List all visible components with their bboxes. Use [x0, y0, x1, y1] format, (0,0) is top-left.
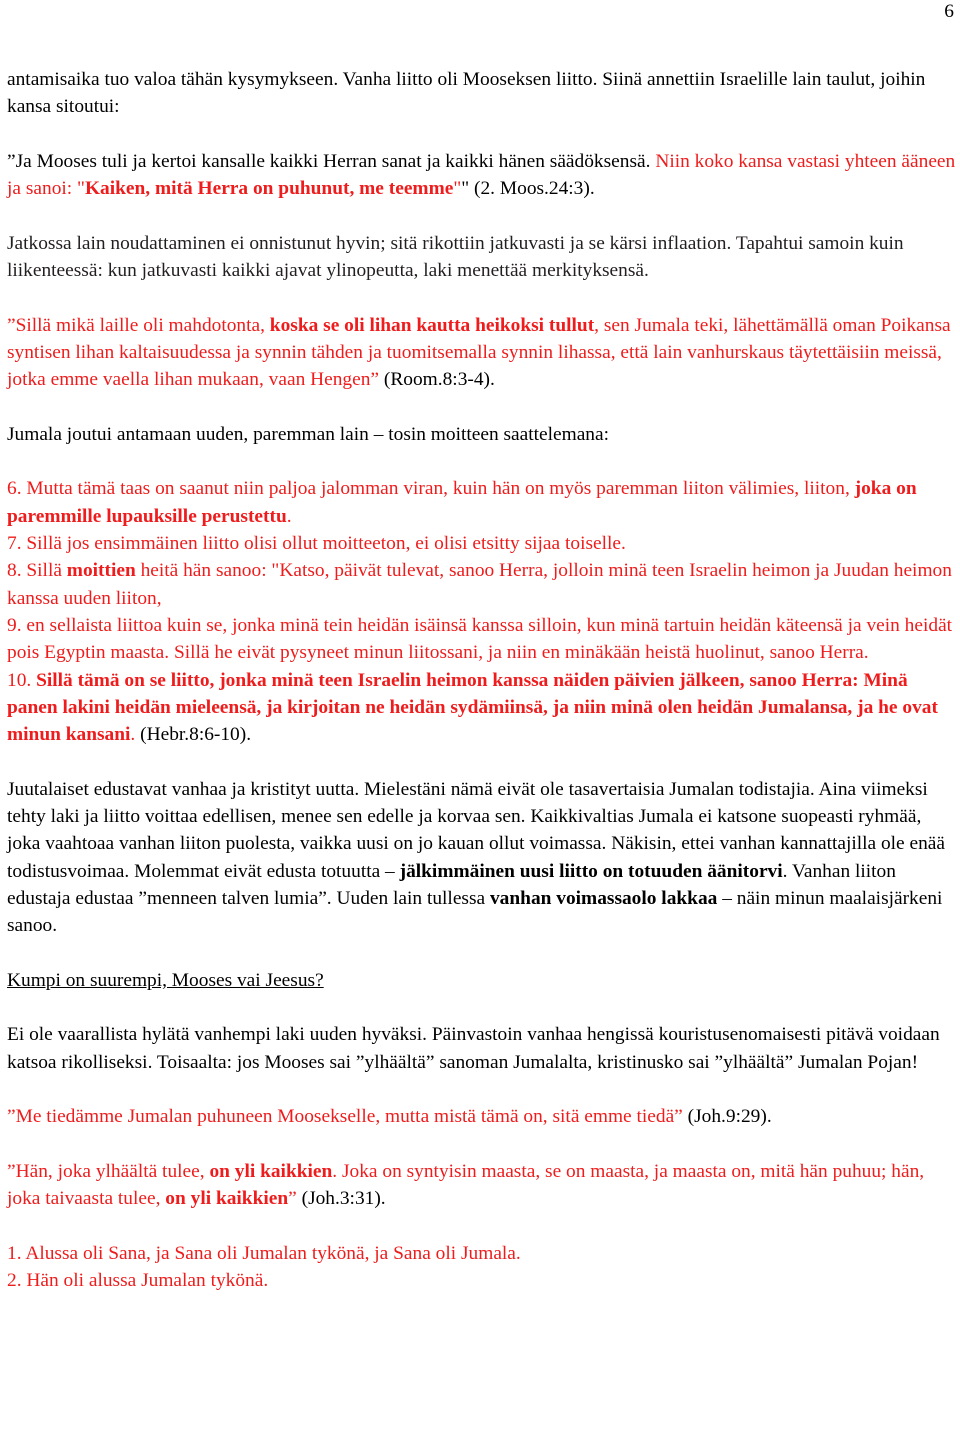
document-body [7, 66, 957, 1294]
verse-8-bold: moittien [66, 560, 136, 582]
verse-10 [7, 667, 957, 749]
verse-8 [7, 557, 957, 612]
john-1-verses [7, 1240, 957, 1295]
verse-10-number: 10. [7, 669, 37, 691]
quote-exodus-red-text: Niin koko kansa vastasi yhteen ääneen ja sanoi: " [7, 150, 956, 200]
paragraph-new-law: Jumala joutui antamaan uuden, paremman lain – tosin moitteen saattelemana: [7, 423, 609, 445]
john-1-verse-2: 2. Hän oli alussa Jumalan tykönä. [7, 1270, 269, 1292]
verse-6-end: . [286, 505, 292, 527]
verse-8-start: 8. Sillä [7, 560, 67, 582]
verse-10-end: . [130, 724, 136, 746]
john-1-verse-1: 1. Alussa oli Sana, ja Sana oli Jumalan tykönä, ja Sana oli Jumala. [7, 1242, 521, 1264]
section-heading: Kumpi on suurempi, Mooses vai Jeesus? [7, 969, 324, 991]
quote-exodus-bold: Kaiken, mitä Herra on puhunut, me teemme [84, 178, 454, 200]
verse-8-rest: heitä hän sanoo: "Katso, päivät tulevat, sanoo Herra, jolloin minä teen Israelin heimon ja Juudan heimon kanssa uuden liiton, [7, 560, 952, 609]
quote-john-3-middle: . Joka on syntyisin maasta, se on maasta, ja maasta on, mitä hän puhuu; hän, joka taivaasta tulee, [7, 1160, 925, 1210]
comparison-bold-1: jälkimmäinen uusi liitto on totuuden äänitorvi [399, 860, 783, 882]
paragraph-moses-jesus: Ei ole vaarallista hylätä vanhempi laki uuden hyväksi. Päinvastoin vanhaa hengissä kouristusenomaisesti pitävä voidaan katsoa rikolliseksi. Toisaalta: jos Mooses sai ”ylhäältä” sanoman Jumalalta, kristinusko sai ”ylhäältä” Jumalan Pojan! [7, 1024, 940, 1073]
quote-john-3-bold-1: on yli kaikkien [209, 1160, 333, 1182]
comparison-text-3: – näin minun maalaisjärkeni sanoo. [7, 887, 943, 937]
verse-6-bold: joka on paremmille lupauksille perustettu [7, 478, 917, 527]
quote-john-3-bold-2: on yli kaikkien [165, 1188, 289, 1210]
page-number: 6 [944, 1, 954, 22]
verse-6-text: 6. Mutta tämä taas on saanut niin paljoa jalomman viran, kuin hän on myös paremman liiton välimies, liiton, [7, 478, 855, 500]
quote-romans [7, 312, 957, 394]
quote-john-9-reference: (Joh.9:29). [682, 1106, 772, 1128]
verse-7: 7. Sillä jos ensimmäinen liitto olisi ollut moitteeton, ei olisi etsitty sijaa toiselle. [7, 533, 626, 555]
paragraph-inflation: Jatkossa lain noudattaminen ei onnistunut hyvin; sitä rikottiin jatkuvasti ja se kärsi inflaation. Tapahtui samoin kuin liikenteessä: kun jatkuvasti kaikki ajavat ylinopeutta, laki menettää merkityksensä. [7, 232, 904, 282]
quote-john-9 [7, 1103, 957, 1130]
verse-6 [7, 475, 957, 530]
quote-john-3 [7, 1158, 957, 1213]
quote-exodus-red: Niin koko kansa vastasi yhteen ääneen ja sanoi: "Kaiken, mitä Herra on puhunut, me teemme" [7, 150, 956, 200]
verse-10-reference: (Hebr.8:6-10). [135, 724, 252, 746]
quote-exodus-reference: " (2. Moos.24:3). [461, 178, 595, 200]
quote-john-3-close: ” [288, 1188, 297, 1210]
quote-romans-bold: koska se oli lihan kautta heikoksi tullut [269, 314, 595, 336]
paragraph-intro: antamisaika tuo valoa tähän kysymykseen. Vanha liitto oli Mooseksen liitto. Siinä annettiin Israelille lain taulut, joihin kansa sitoutui: [7, 69, 926, 118]
quote-romans-rest: , sen Jumala teki, lähettämällä oman Poikansa syntisen lihan kaltaisuudessa ja synnin tähden ja tuomitsemalla synnin lihassa, että lain vanhurskaus täytettäisiin meissä, jotka emme vaella lihan mukaan, vaan Hengen” [7, 314, 951, 391]
quote-exodus-start: ”Ja Mooses tuli ja kertoi kansalle kaikki Herran sanat ja kaikki hänen säädöksensä. [7, 150, 656, 172]
comparison-bold-2: vanhan voimassaolo lakkaa [489, 887, 718, 909]
quote-john-9-text: ”Me tiedämme Jumalan puhuneen Moosekselle, mutta mistä tämä on, sitä emme tiedä” [7, 1106, 683, 1128]
quote-john-3-red [7, 1161, 924, 1209]
comparison-text-2: . Vanhan liiton edustaja edustaa ”menneen talven lumia”. Uuden lain tullessa [7, 860, 896, 909]
quote-romans-reference: (Room.8:3-4). [379, 369, 495, 391]
quote-john-3-start: ”Hän, joka ylhäältä tulee, [7, 1160, 210, 1182]
quote-john-3-reference: (Joh.3:31). [296, 1188, 386, 1210]
quote-exodus [7, 148, 957, 203]
paragraph-comparison [7, 776, 957, 940]
verse-9: 9. en sellaista liittoa kuin se, jonka minä tein heidän isäinsä kanssa silloin, kun minä tartuin heidän käteensä ja vein heidät pois Egyptin maasta. Sillä he eivät pysyneet minun liitossani, ja niin en minäkään heistä huolinut, sanoo Herra. [7, 614, 953, 664]
verse-10-bold: Sillä tämä on se liitto, jonka minä teen Israelin heimon kanssa näiden päivien jälkeen, sanoo Herra: Minä panen lakini heidän mieleensä, ja kirjoitan ne heidän sydämiinsä, ja niin minä olen heidän Jumalansa, ja he ovat minun kansani [7, 669, 938, 746]
hebrews-verses [7, 475, 957, 748]
quote-romans-start: ”Sillä mikä laille oli mahdotonta, [7, 314, 270, 336]
comparison-text-1: Juutalaiset edustavat vanhaa ja kristityt uutta. Mielestäni nämä eivät ole tasavertaisia Jumalan todistajia. Aina viimeksi tehty laki ja liitto voittaa edellisen, menee sen edelle ja korvaa sen. Kaikkivaltias Jumala ei katsone suopeasti ryhmää, joka vaahtoaa vanhan liiton puolesta, vaikka uusi on jo kauan ollut voimassa. Näkisin, ettei vanhan kannattajilla ole enää todistusvoimaa. Molemmat eivät edusta totuutta – [7, 778, 946, 882]
